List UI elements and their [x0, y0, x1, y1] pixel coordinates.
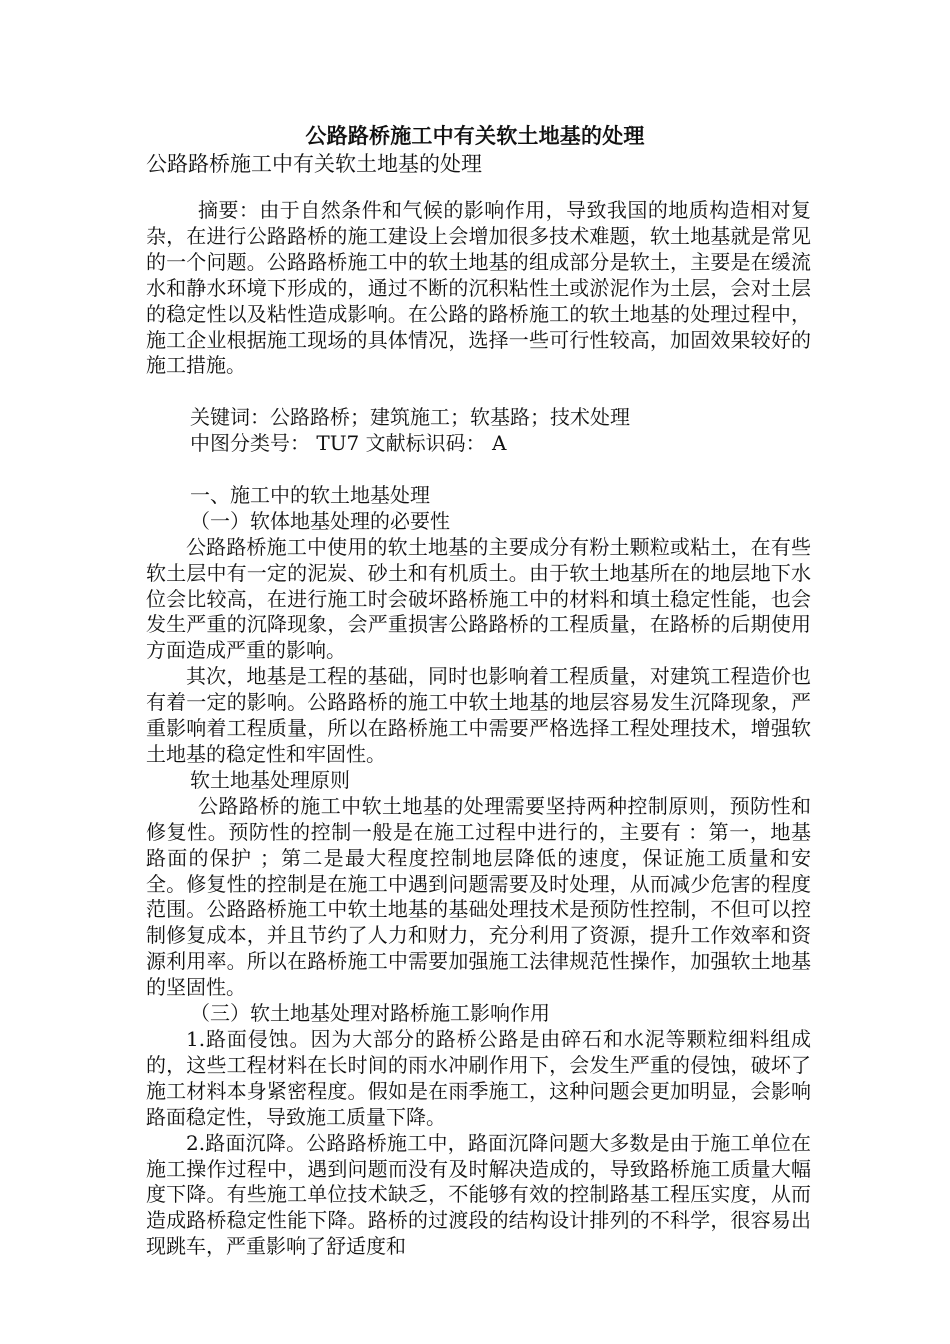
document-subtitle: 公路路桥施工中有关软土地基的处理: [146, 152, 482, 176]
body-paragraph: 1.路面侵蚀。因为大部分的路桥公路是由碎石和水泥等颗粒细料组成的，这些工程材料在长时间的雨水冲刷作用下，会发生严重的侵蚀，破坏了施工材料本身紧密程度。假如是在雨季施工，这种问题会更加明显，会影响路面稳定性，导致施工质量下降。: [146, 1026, 811, 1129]
section-heading: 一、施工中的软土地基处理: [190, 482, 430, 507]
spacer: [146, 457, 811, 483]
subsection-heading: （三）软土地基处理对路桥施工影响作用: [190, 1001, 550, 1026]
body-paragraph: 其次，地基是工程的基础，同时也影响着工程质量，对建筑工程造价也有着一定的影响。公路路桥的施工中软土地基的地层容易发生沉降现象，严重影响着工程质量，所以在路桥施工中需要严格选择工程处理技术，增强软土地基的稳定性和牢固性。: [146, 664, 811, 766]
spacer: [146, 379, 811, 405]
document-title: 公路路桥施工中有关软土地基的处理: [305, 123, 645, 148]
abstract-paragraph: 摘要：由于自然条件和气候的影响作用，导致我国的地质构造相对复杂，在进行公路路桥的施工建设上会增加很多技术难题，软土地基就是常见的一个问题。公路路桥施工中的软土地基的组成部分是软土，主要是在缓流水和静水环境下形成的，通过不断的沉积粘性土或淤泥作为土层，会对土层的稳定性以及粘性造成影响。在公路的路桥施工的软土地基的处理过程中，施工企业根据施工现场的具体情况，选择一些可行性较高，加固效果较好的施工措施。: [146, 198, 811, 378]
subsection-heading: （一）软体地基处理的必要性: [190, 508, 450, 533]
body-paragraph: 公路路桥的施工中软土地基的处理需要坚持两种控制原则，预防性和修复性。预防性的控制一般是在施工过程中进行的，主要有 ：第一，地基路面的保护 ；第二是最大程度控制地层降低的速度，保证施工质量和安全。修复性的控制是在施工中遇到问题需要及时处理，从而减少危害的程度范围。公路路桥施工中软土地基的基础处理技术是预防性控制，不但可以控制修复成本，并且节约了人力和财力，充分利用了资源，提升工作效率和资源利用率。所以在路桥施工中需要加强施工法律规范性操作，加强软土地基的坚固性。: [146, 793, 811, 1000]
body-paragraph: 2.路面沉降。公路路桥施工中，路面沉降问题大多数是由于施工单位在施工操作过程中，遇到问题而没有及时解决造成的，导致路桥施工质量大幅度下降。有些施工单位技术缺乏，不能够有效的控制路基工程压实度，从而造成路桥稳定性能下降。路桥的过渡段的结构设计排列的不科学，很容易出现跳车，严重影响了舒适度和: [146, 1130, 811, 1259]
body-paragraph: 公路路桥施工中使用的软土地基的主要成分有粉土颗粒或粘土，在有些软土层中有一定的泥炭、砂土和有机质土。由于软土地基所在的地层地下水位会比较高，在进行施工时会破坏路桥施工中的材料和填土稳定性能，也会发生严重的沉降现象，会严重损害公路路桥的工程质量，在路桥的后期使用方面造成严重的影响。: [146, 534, 811, 663]
document-body: [146, 198, 811, 1260]
classification-line: 中图分类号： TU7 文献标识码： A: [190, 431, 507, 456]
keywords-line: 关键词：公路路桥；建筑施工；软基路；技术处理: [190, 405, 630, 430]
subsection-heading: 软土地基处理原则: [190, 767, 350, 792]
